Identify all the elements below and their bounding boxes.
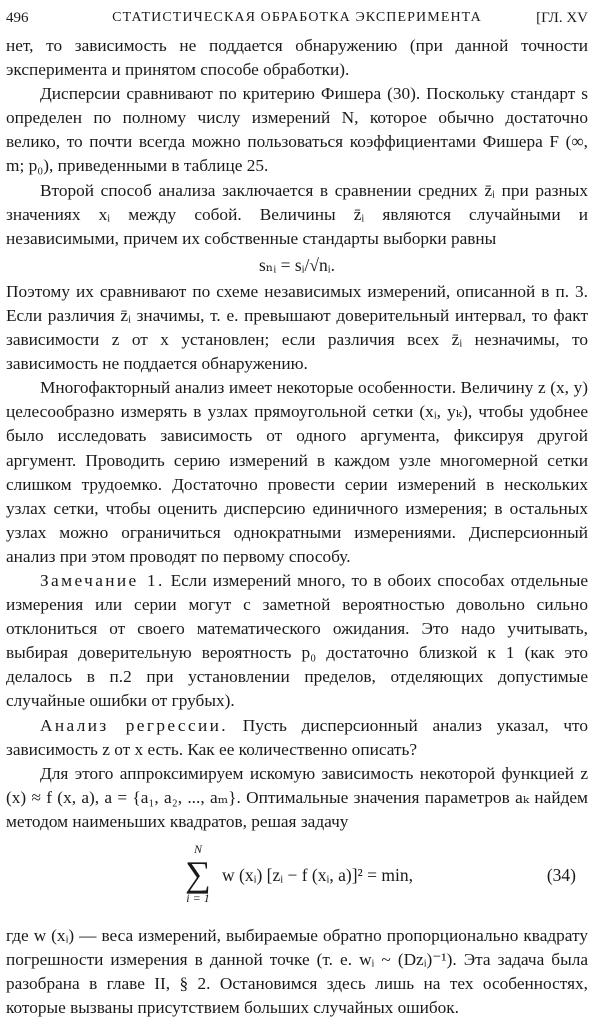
paragraph-5: Многофакторный анализ имеет некоторые особенности. Величину z (x, y) целесообразно измерять в узлах прямоугольной сетки (xᵢ, yₖ), чтобы удобнее было исследовать зависимость от одного аргумента, фиксируя другой аргумент. Проводить серию измерений в каждом узле многомерной сетки слишком трудоемко. Достаточно провести серии измерений в нескольких узлах сетки, чтобы оценить дисперсию единичного измерения; в остальных узлах можно ограничиться однократными измерениями. Дисперсионный анализ при этом проводят по первому способу. — [6, 378, 588, 566]
sum-upper-limit: N — [193, 842, 202, 856]
formula-34-body: w (xᵢ) [zᵢ − f (xᵢ, a)]² = min, — [222, 865, 414, 885]
remark-text: Если измерений много, то в обоих способах отдельные измерения или серии могут с заметной вероятностью довольно сильно отклониться от своего математического ожидания. Это надо учитывать, выбирая доверительную вероятность p₀ достаточно близкой к 1 (как это делалось в п.2 при установлении пределов, отделяющих допустимые случайные ошибки от грубых). — [6, 570, 588, 711]
paragraph-6 — [6, 569, 588, 714]
paragraph-9: где w (xᵢ) — веса измерений, выбираемые обратно пропорционально квадрату погрешности измерения в данной точке (т. е. wᵢ ~ (Dzᵢ)⁻¹). Эта задача была разобрана в главе II, § 2. Остановимся здесь лишь на тех особенностях, которые вызваны присутствием больших случайных ошибок. — [6, 926, 588, 1018]
running-title: СТАТИСТИЧЕСКАЯ ОБРАБОТКА ЭКСПЕРИМЕНТА — [112, 10, 482, 25]
formula-sni: sₙᵢ = sᵢ/√nᵢ. — [259, 254, 335, 275]
equation-number: (34) — [546, 865, 576, 885]
paragraph-1: нет, то зависимость не поддается обнаружению (при данной точности эксперимента и принятом способе обработки). — [6, 36, 588, 80]
regression-label: Анализ регрессии. — [40, 715, 229, 735]
regression-text: Пусть дисперсионный анализ указал, что зависимость z от x есть. Как ее количественно описать? — [6, 715, 588, 759]
sum-lower-limit: i = 1 — [186, 891, 210, 905]
body-text — [6, 34, 588, 1020]
book-page — [6, 4, 588, 1020]
paragraph-4: Поэтому их сравнивают по схеме независимых измерений, описанной в п. 3. Если различия z̄ᵢ значимы, т. е. превышают доверительный интервал, то факт зависимости z от x установлен; если различия всех z̄ᵢ незначимы, то зависимость не поддается обнаружению. — [6, 281, 588, 374]
sigma-symbol: ∑ — [185, 854, 211, 894]
remark-label: Замечание 1. — [40, 570, 165, 590]
page-number: 496 — [6, 10, 29, 26]
chapter-label: [ГЛ. XV — [536, 10, 588, 26]
running-header — [6, 4, 588, 34]
paragraph-3: Второй способ анализа заключается в сравнении средних z̄ᵢ при разных значениях xᵢ между собой. Величины z̄ᵢ являются случайными и независимыми, причем их собственные стандарты выборки равны — [6, 180, 588, 248]
summation — [178, 842, 218, 906]
paragraph-2: Дисперсии сравнивают по критерию Фишера (30). Поскольку стандарт s определен по полному числу измерений N, которое обычно достаточно велико, то почти всегда можно пользоваться коэффициентами Фишера F (∞, m; p₀), приведенными в таблице 25. — [6, 84, 588, 176]
formula-34 — [6, 842, 588, 918]
paragraph-7 — [6, 714, 588, 762]
paragraph-8: Для этого аппроксимируем искомую зависимость некоторой функцией z (x) ≈ f (x, a), a = {a₁, a₂, ..., aₘ}. Оптимальные значения параметров aₖ найдем методом наименьших квадратов, решая задачу — [6, 763, 588, 831]
